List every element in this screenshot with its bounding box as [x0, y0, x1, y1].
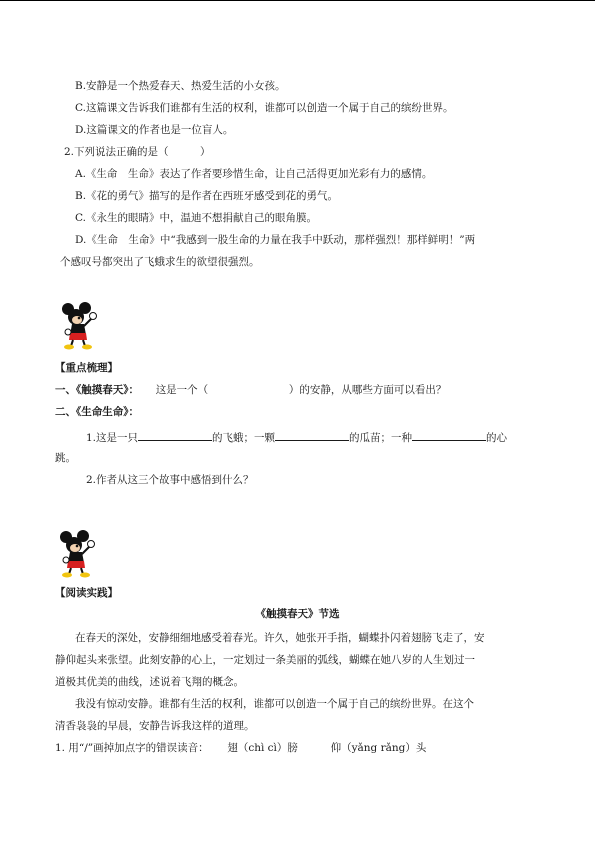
q1-option-b: B.安静是一个热爱春天、热爱生活的小女孩。: [75, 80, 286, 92]
q2-option-c: C.《永生的眼睛》中，温迪不想捐献自己的眼角膜。: [75, 212, 317, 224]
key-points-item2-label: 二、《生命生命》：: [55, 406, 139, 418]
reading-para2-line2: 清香袅袅的早晨，安静告诉我这样的道理。: [55, 720, 255, 732]
q1-option-c: C.这篇课文告诉我们谁都有生活的权利，谁都可以创造一个属于自己的缤纷世界。: [75, 102, 454, 114]
item1-text-a: 这是一个（: [155, 384, 209, 396]
mickey-mouse-icon: [56, 530, 96, 578]
q2-stem: 2.下列说法正确的是（ ）: [64, 146, 211, 158]
reading-para1-line1: 在春天的深处，安静细细地感受着春光。许久，她张开手指，蝴蝶扑闪着翅膀飞走了，安: [75, 632, 485, 644]
mickey-mouse-icon: [58, 302, 98, 350]
reading-para2-line1: 我没有惊动安静。谁都有生活的权利，谁都可以创造一个属于自己的缤纷世界。在这个: [75, 698, 474, 710]
item2-q2: 2.作者从这三个故事中感悟到什么？: [86, 474, 254, 486]
item2-blank-3[interactable]: [412, 429, 486, 441]
q2-option-d-line2: 个感叹号都突出了飞蛾求生的欲望很强烈。: [60, 256, 260, 268]
reading-q1-stem: 1. 用“/”画掉加点字的错误读音：: [55, 742, 209, 754]
reading-q1: [55, 741, 426, 755]
item2-blank-1[interactable]: [138, 429, 212, 441]
key-points-item1: [55, 383, 446, 397]
reading-q1-item2[interactable]: 仰（yǎng rǎng）头: [330, 742, 427, 754]
item2-q1: [86, 429, 507, 445]
reading-para1-line3: 道极其优美的曲线，述说着飞翔的概念。: [55, 676, 244, 688]
q2-option-d-line1: D.《生命 生命》中“我感到一股生命的力量在我手中跃动，那样强烈！那样鲜明！”两: [75, 234, 476, 246]
key-points-header: 【重点梳理】: [55, 362, 118, 374]
q2-option-b: B.《花的勇气》描写的是作者在西班牙感受到花的勇气。: [75, 190, 339, 202]
reading-para1-line2: 静仰起头来张望。此刻安静的心上，一定划过一条美丽的弧线，蝴蝶在她八岁的人生划过一: [55, 654, 475, 666]
q2-option-a: A.《生命 生命》表达了作者要珍惜生命，让自己活得更加光彩有力的感情。: [75, 168, 433, 180]
item2-blank-2[interactable]: [275, 429, 349, 441]
item2-q1-wrap: 跳。: [55, 452, 76, 464]
reading-title: 《触摸春天》节选: [255, 608, 340, 620]
reading-q1-item1[interactable]: 翅（chì cì）膀: [227, 742, 298, 754]
item2-q1-part-b: 的飞蛾；一颗: [212, 432, 276, 444]
item1-label: 一、《触摸春天》：: [55, 384, 139, 396]
page-top-rule: [0, 0, 595, 1]
reading-header: 【阅读实践】: [55, 587, 118, 599]
item2-q1-part-c: 的瓜苗；一种: [349, 432, 413, 444]
item2-q1-part-d: 的心: [486, 432, 508, 444]
item2-q1-part-a: 1.这是一只: [86, 432, 139, 444]
q1-option-d: D.这篇课文的作者也是一位盲人。: [75, 124, 234, 136]
item1-text-b: ）的安静，从哪些方面可以看出？: [288, 384, 447, 396]
